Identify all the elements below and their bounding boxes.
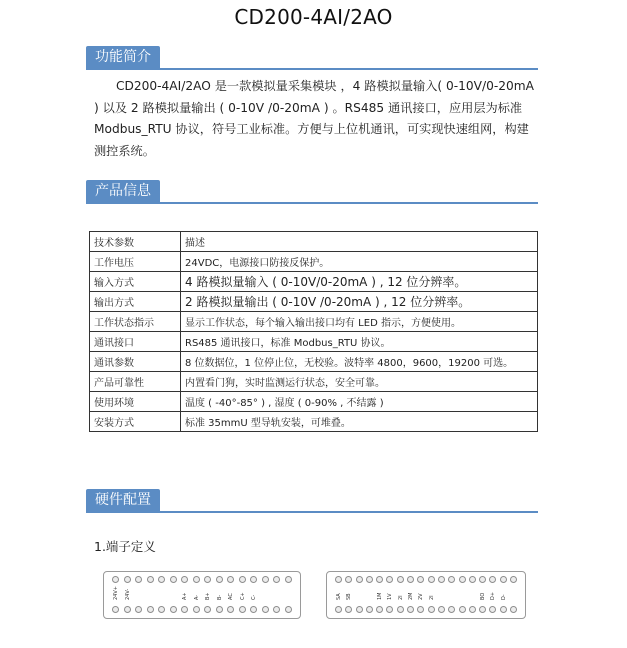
terminal-label: 2I xyxy=(397,595,404,600)
section-divider xyxy=(86,68,538,70)
spec-row xyxy=(90,412,538,432)
terminal-hole xyxy=(262,606,269,613)
terminal-label: 2V xyxy=(418,593,425,600)
spec-key: 通讯接口 xyxy=(90,332,181,352)
spec-value: 24VDC，电源接口防接反保护。 xyxy=(181,252,538,272)
spec-value: 2 路模拟量输出 ( 0-10V /0-20mA ) , 12 位分辨率。 xyxy=(181,292,538,312)
terminal-hole xyxy=(397,606,404,613)
terminal-hole xyxy=(147,606,154,613)
spec-row xyxy=(90,332,538,352)
terminal-hole xyxy=(479,606,486,613)
terminal-label: A+ xyxy=(182,592,189,600)
spec-value: RS485 通讯接口，标准 Modbus_RTU 协议。 xyxy=(181,332,538,352)
terminal-hole xyxy=(112,606,119,613)
section-info-title: 产品信息 xyxy=(86,180,160,202)
terminal-hole xyxy=(285,606,292,613)
terminal-block-right xyxy=(326,571,526,619)
page-title: CD200-4AI/2AO xyxy=(234,5,393,29)
spec-value: 温度 ( -40°-85° ) , 湿度 ( 0-90% , 不结露 ) xyxy=(181,392,538,412)
terminal-hole xyxy=(376,606,383,613)
spec-key: 通讯参数 xyxy=(90,352,181,372)
terminal-hole xyxy=(181,606,188,613)
spec-value: 显示工作状态，每个输入输出接口均有 LED 指示，方便使用。 xyxy=(181,312,538,332)
terminal-label: C- xyxy=(251,594,258,600)
section-info-header xyxy=(86,180,538,204)
terminal-hole xyxy=(204,606,211,613)
spec-row xyxy=(90,352,538,372)
terminal-label: B- xyxy=(216,594,223,600)
spec-table xyxy=(89,231,538,432)
terminal-hole xyxy=(335,606,342,613)
section-divider xyxy=(86,202,538,204)
spec-key: 技术参数 xyxy=(90,232,181,252)
spec-key: 安装方式 xyxy=(90,412,181,432)
terminal-hole xyxy=(438,606,445,613)
intro-paragraph: CD200-4AI/2AO 是一款模拟量采集模块 ，4 路模拟量输入( 0-10V/0-20mA ) 以及 2 路模拟量输出 ( 0-10V /0-20mA ) 。RS485 通讯接口，应用层为标准 Modbus_RTU 协议，符号工业标准。方便与上位机通讯，可实现快速组网，构建测控系统。 xyxy=(94,79,534,158)
terminal-hole xyxy=(417,606,424,613)
terminal-label: 24V- xyxy=(124,588,131,600)
terminal-hole xyxy=(459,606,466,613)
section-divider xyxy=(86,511,538,513)
spec-value: 内置看门狗，实时监测运行状态，安全可靠。 xyxy=(181,372,538,392)
section-hardware-header xyxy=(86,489,538,513)
terminal-hole xyxy=(345,606,352,613)
terminal-hole xyxy=(448,606,455,613)
spec-key: 产品可靠性 xyxy=(90,372,181,392)
spec-row xyxy=(90,292,538,312)
terminal-label: 1V xyxy=(387,593,394,600)
terminal-hole xyxy=(170,606,177,613)
terminal-label: BO xyxy=(480,592,487,600)
terminal-label: C+ xyxy=(239,592,246,600)
section-intro-title: 功能简介 xyxy=(86,46,160,68)
spec-row xyxy=(90,232,538,252)
terminal-hole xyxy=(428,606,435,613)
spec-value: 描述 xyxy=(181,232,538,252)
terminal-hole xyxy=(135,606,142,613)
section-hardware-title: 硬件配置 xyxy=(86,489,160,511)
terminal-hole xyxy=(239,606,246,613)
section-intro-header xyxy=(86,46,538,70)
spec-value: 4 路模拟量输入 ( 0-10V/0-20mA ) , 12 位分辨率。 xyxy=(181,272,538,292)
terminal-hole xyxy=(124,606,131,613)
terminal-label: B+ xyxy=(205,592,212,600)
terminal-label: 2M xyxy=(408,592,415,600)
spec-row xyxy=(90,272,538,292)
terminal-hole xyxy=(158,606,165,613)
terminal-hole xyxy=(469,606,476,613)
spec-value: 8 位数据位，1 位停止位，无校验。波特率 4800，9600，19200 可选。 xyxy=(181,352,538,372)
spec-key: 输入方式 xyxy=(90,272,181,292)
terminal-hole xyxy=(250,606,257,613)
terminal-block-left xyxy=(103,571,301,619)
spec-row xyxy=(90,392,538,412)
spec-key: 输出方式 xyxy=(90,292,181,312)
terminal-label: 1M xyxy=(377,592,384,600)
terminal-hole xyxy=(356,606,363,613)
terminal-definition-title: 1.端子定义 xyxy=(94,539,156,554)
spec-row xyxy=(90,252,538,272)
terminal-hole xyxy=(216,606,223,613)
terminal-hole xyxy=(227,606,234,613)
terminal-label: D- xyxy=(500,594,507,600)
terminal-hole xyxy=(273,606,280,613)
terminal-label: SA xyxy=(336,593,342,600)
terminal-label: D+ xyxy=(490,591,497,600)
terminal-label: SB xyxy=(346,593,353,600)
spec-row xyxy=(90,372,538,392)
terminal-hole xyxy=(407,606,414,613)
terminal-hole xyxy=(193,606,200,613)
spec-value: 标准 35mmU 型导轨安装，可堆叠。 xyxy=(181,412,538,432)
terminal-hole xyxy=(489,606,496,613)
terminal-hole xyxy=(386,606,393,613)
spec-key: 工作状态指示 xyxy=(90,312,181,332)
spec-key: 工作电压 xyxy=(90,252,181,272)
terminal-hole xyxy=(500,606,507,613)
spec-row xyxy=(90,312,538,332)
terminal-label: AC xyxy=(228,593,235,600)
spec-key: 使用环境 xyxy=(90,392,181,412)
terminal-label: A- xyxy=(193,594,200,600)
terminal-label: 2I xyxy=(428,595,435,600)
terminal-label: 24V+ xyxy=(113,586,119,600)
terminal-hole xyxy=(366,606,373,613)
terminal-hole xyxy=(510,606,517,613)
